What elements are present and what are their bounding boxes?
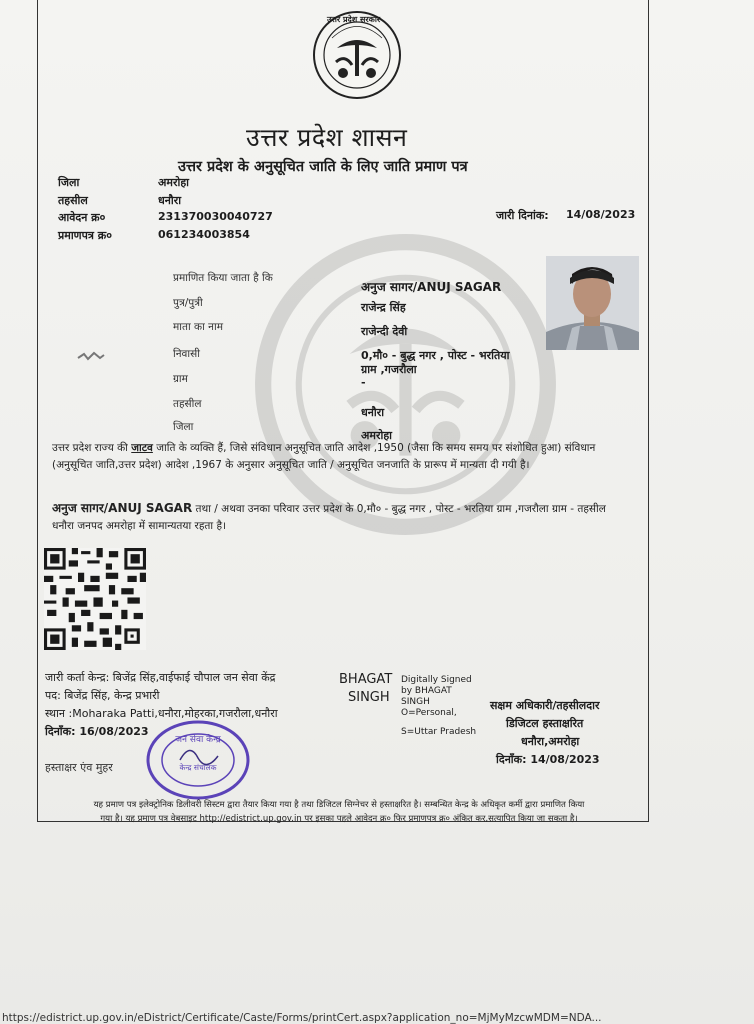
digital-signature-line2: by BHAGAT [401,686,452,696]
digital-signature-line3: SINGH [401,697,430,707]
mother-name: राजेन्दी देवी [361,325,408,338]
print-url: https://edistrict.up.gov.in/eDistrict/Certificate/Caste/Forms/printCert.aspx?application_no=MjMyMzcwMDM=NDA... [2,1012,602,1024]
mother-label: माता का नाम [173,321,223,333]
field-tehsil-value: धनौरा [361,406,385,419]
authority-place: धनौरा,अमरोहा [521,735,580,748]
digital-signature-line5: S=Uttar Pradesh [401,727,477,737]
applicant-name: अनुज सागर/ANUJ SAGAR [361,280,502,294]
caste-paragraph [52,440,622,474]
emblem-text: उत्तर प्रदेश सरकार [327,15,381,24]
footer-line1: यह प्रमाण पत्र इलेक्ट्रोनिक डिलीवरी सिस्टम द्वारा तैयार किया गया है तथा डिजिटल सिग्नेचर से हस्ताक्षरित है। सम्बन्धित केन्द्र के अधिकृत कर्मी द्वारा प्रमाणित किया [93,800,585,810]
application-label: आवेदन क्र० [58,211,106,224]
stamp-top-text: जन सेवा केन्द्र [175,735,221,745]
certificate-subtitle: उत्तर प्रदेश के अनुसूचित जाति के लिए जाति प्रमाण पत्र [178,159,468,175]
district-label: जिला [58,176,80,189]
issuer-center: जारी कर्ता केन्द्र: बिजेंद्र सिंह,वाईफाई चौपाल जन सेवा केंद्र [45,671,276,684]
authority-date: दिनाँक: 14/08/2023 [496,753,600,766]
tehsil-value: धनौरा [158,194,182,207]
digital-signature-line1: Digitally Signed [401,675,472,685]
digital-signature-line4: O=Personal, [401,708,457,718]
caste-paragraph-rest: जाति के व्यक्ति हैं, जिसे संविधान अनुसूचित जाति आदेश ,1950 (जैसा कि समय समय पर संशोधित हुआ) संविधान (अनुसूचित जाति,उत्तर प्रदेश) आदेश ,1967 के अनुसार अनुसूचित जाति / अनुसूचित जनजाति के प्रारूप में मान्यता दी गयी है। [52,442,596,471]
field-tehsil-label: तहसील [173,398,202,410]
issue-date-label: जारी दिनांक: [496,209,549,222]
applicant-photo [546,256,639,350]
stamp-middle-text: केन्द्र संचालक [179,763,217,772]
ink-smudge-icon [76,350,106,364]
field-district-label: जिला [173,421,194,433]
signer-name-line1: BHAGAT [339,672,393,687]
resident-label: निवासी [173,348,200,360]
district-value: अमरोहा [158,176,190,189]
certificate-footer [44,798,634,826]
issuer-post: पद: बिजेंद्र सिंह, केन्द्र प्रभारी [45,689,160,702]
issuer-date: दिनाँक: 16/08/2023 [45,725,149,738]
issue-date-value: 14/08/2023 [566,208,636,221]
tehsil-label: तहसील [58,194,88,207]
verification-qr-code [44,548,146,650]
page-title: उत्तर प्रदेश शासन [246,123,408,152]
residence-paragraph [52,500,622,535]
certified-label: प्रमाणित किया जाता है कि [173,272,273,284]
residence-paragraph-name: अनुज सागर/ANUJ SAGAR [52,501,193,515]
certificate-number-label: प्रमाणपत्र क्र० [58,229,112,242]
son-daughter-label: पुत्र/पुत्री [173,297,203,309]
resident-value-line2: ग्राम ,गजरौला [361,363,417,376]
certificate-document [37,0,649,822]
sign-seal-label: हस्ताक्षर एंव मुहर [45,761,113,774]
resident-value-line1: 0,मौ० - बुद्ध नगर , पोस्ट - भरतिया [361,349,510,362]
authority-title: सक्षम अधिकारी/तहसीलदार [490,699,600,712]
signer-name-line2: SINGH [348,690,390,705]
residence-paragraph-rest: तथा / अथवा उनका परिवार उत्तर प्रदेश के 0,मौ० - बुद्ध नगर , पोस्ट - भरतिया ग्राम ,गजरौला ग्राम - तहसील धनौरा जनपद अमरोहा में सामान्यतया रहता है। [52,503,606,532]
seal-stamp [146,720,250,800]
caste-paragraph-start: उत्तर प्रदेश राज्य की [52,442,132,454]
village-value: - [361,376,366,389]
authority-digital: डिजिटल हस्ताक्षरित [506,717,584,730]
issuer-place: स्थान :Moharaka Patti,धनौरा,मोहरका,गजरौला,धनौरा [45,707,278,720]
father-name: राजेन्द्र सिंह [361,301,406,314]
village-label: ग्राम [173,373,188,385]
certificate-number-value: 061234003854 [158,228,250,241]
caste-name: जाटव [131,442,153,454]
footer-line2: गया है। यह प्रमाण पत्र वेबसाइट http://edistrict.up.gov.in पर इसका पहले आवेदन क्र० फिर प्रमाणपत्र क्र० अंकित कर,सत्यापित किया जा सकता है। [100,814,578,824]
application-value: 231370030040727 [158,210,273,223]
field-district-value: अमरोहा [361,429,393,442]
